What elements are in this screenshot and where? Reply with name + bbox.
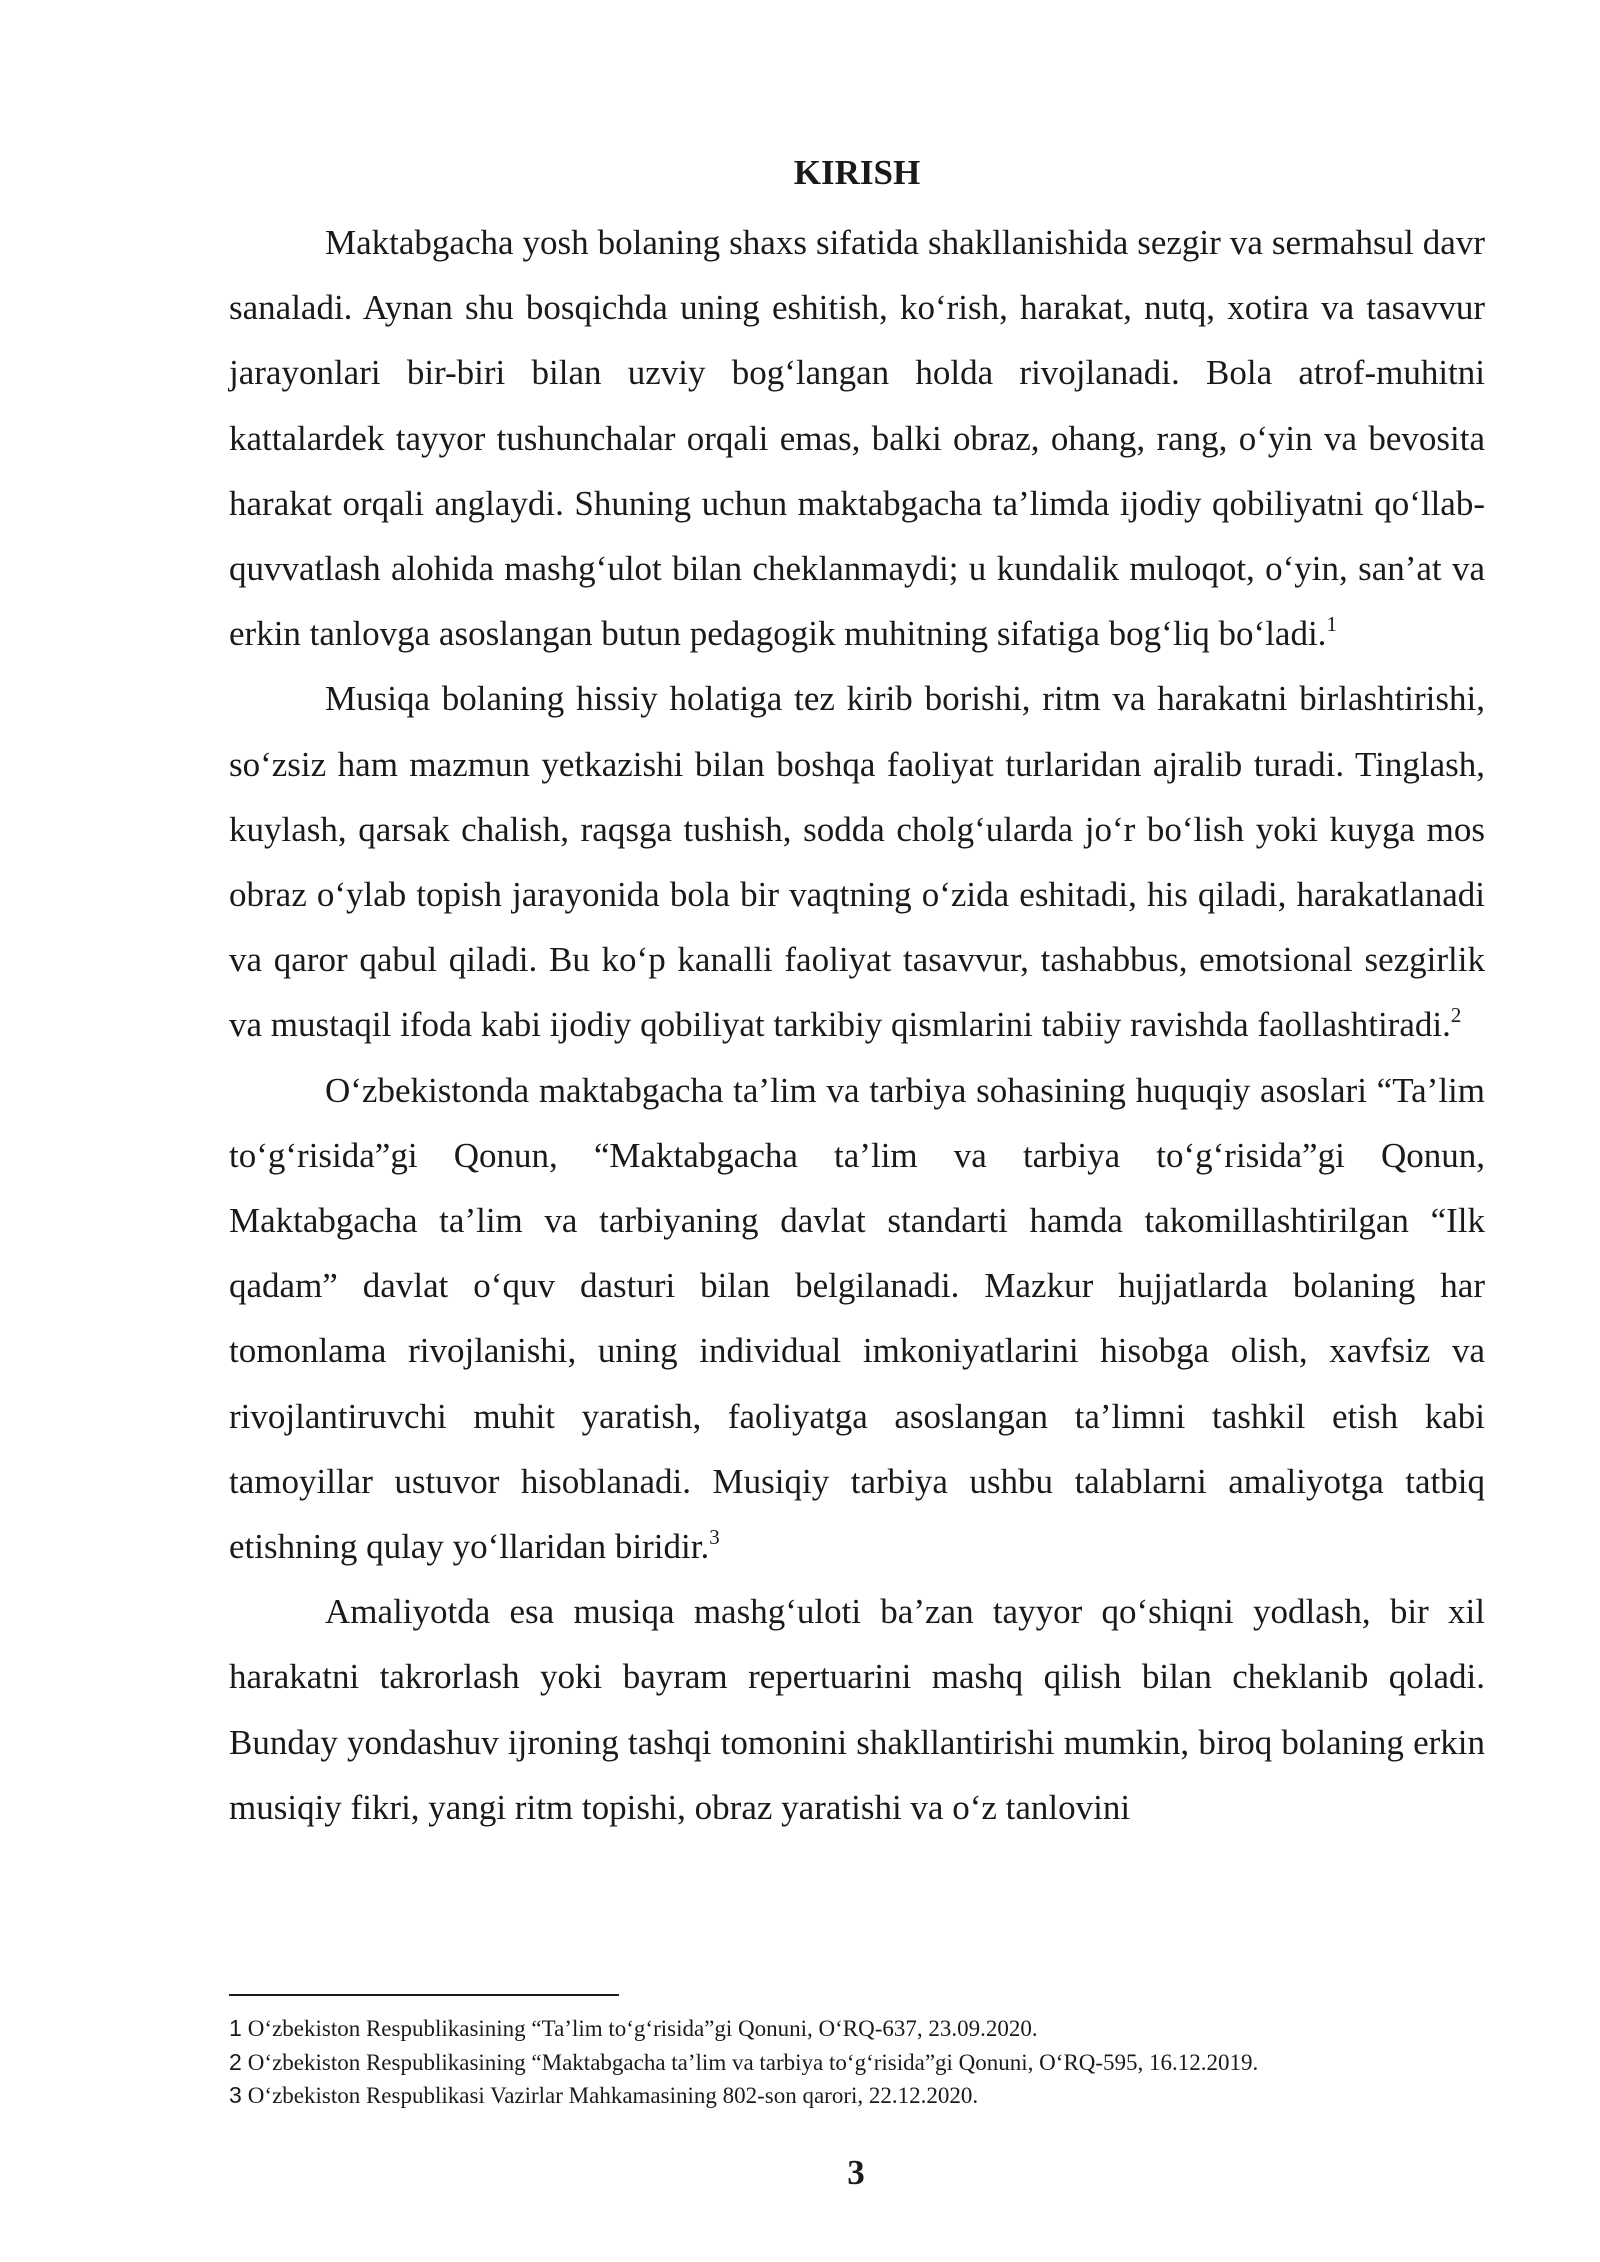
footnote-number: 3 xyxy=(229,2082,242,2108)
footnotes xyxy=(229,2012,1485,2113)
section-heading: KIRISH xyxy=(793,153,921,192)
paragraph-text: O‘zbekistonda maktabgacha ta’lim va tarbiya sohasining huquqiy asoslari “Ta’lim to‘g‘risida”gi Qonun, “Maktabgacha ta’lim va tarbiya to‘g‘risida”gi Qonun, Maktabgacha ta’lim va tarbiyaning davlat standarti hamda takomillashtirilgan “Ilk qadam” davlat o‘quv dasturi bilan belgilanadi. Mazkur hujjatlarda bolaning har tomonlama rivojlanishi, uning individual imkoniyatlarini hisobga olish, xavfsiz va rivojlantiruvchi muhit yaratish, faoliyatga asoslangan ta’limni tashkil etish kabi tamoyillar ustuvor hisoblanadi. Musiqiy tarbiya ushbu talablarni amaliyotga tatbiq etishning qulay yo‘llaridan biridir. xyxy=(229,1070,1485,1567)
paragraph-2 xyxy=(229,666,1485,1057)
footnote-marker: 3 xyxy=(709,1525,720,1550)
footnote-marker: 1 xyxy=(1326,612,1337,637)
footnote-number: 2 xyxy=(229,2048,242,2075)
page-number: 3 xyxy=(847,2153,865,2192)
footnote-text: O‘zbekiston Respublikasining “Maktabgacha ta’lim va tarbiya to‘g‘risida”gi Qonuni, O‘RQ-595, 16.12.2019. xyxy=(247,2049,1259,2075)
footnote-text: O‘zbekiston Respublikasining “Ta’lim to‘g‘risida”gi Qonuni, O‘RQ-637, 23.09.2020. xyxy=(247,2016,1038,2041)
paragraph-text: Amaliyotda esa musiqa mashg‘uloti ba’zan tayyor qo‘shiqni yodlash, bir xil harakatni takrorlash yoki bayram repertuarini mashq qilish bilan cheklanib qoladi. Bunday yondashuv ijroning tashqi tomonini shakllantirishi mumkin, biroq bolaning erkin musiqiy fikri, yangi ritm topishi, obraz yaratishi va o‘z tanlovini xyxy=(229,1592,1485,1827)
paragraph-text: Musiqa bolaning hissiy holatiga tez kirib borishi, ritm va harakatni birlashtirishi, so‘zsiz ham mazmun yetkazishi bilan boshqa faoliyat turlaridan ajralib turadi. Tinglash, kuylash, qarsak chalish, raqsga tushish, sodda cholg‘ularda jo‘r bo‘lish yoki kuyga mos obraz o‘ylab topish jarayonida bola bir vaqtning o‘zida eshitadi, his qiladi, harakatlanadi va qaror qabul qiladi. Bu ko‘p kanalli faoliyat tasavvur, tashabbus, emotsional sezgirlik va mustaqil ifoda kabi ijodiy qobiliyat tarkibiy qismlarini tabiiy ravishda faollashtiradi. xyxy=(229,679,1485,1045)
footnote-marker: 2 xyxy=(1450,1003,1462,1028)
footnote-2 xyxy=(229,2046,1485,2080)
paragraph-text: Maktabgacha yosh bolaning shaxs sifatida shakllanishida sezgir va sermahsul davr sanaladi. Aynan shu bosqichda uning eshitish, ko‘rish, harakat, nutq, xotira va tasavvur jarayonlari bir-biri bilan uzviy bog‘langan holda rivojlanadi. Bola atrof-muhitni kattalardek tayyor tushunchalar orqali emas, balki obraz, ohang, rang, o‘yin va bevosita harakat orqali anglaydi. Shuning uchun maktabgacha ta’limda ijodiy qobiliyatni qo‘llab-quvvatlash alohida mashg‘ulot bilan cheklanmaydi; u kundalik muloqot, o‘yin, san’at va erkin tanlovga asoslangan butun pedagogik muhitning sifatiga bog‘liq bo‘ladi. xyxy=(229,223,1485,654)
footnote-1 xyxy=(229,2012,1485,2046)
paragraph-3 xyxy=(229,1058,1485,1580)
paragraph-1 xyxy=(229,210,1485,666)
footnote-separator xyxy=(229,1994,619,1996)
footnote-number: 1 xyxy=(229,2015,242,2041)
footnote-3 xyxy=(229,2079,1485,2113)
body-text xyxy=(229,210,1485,1840)
paragraph-4 xyxy=(229,1579,1485,1840)
footnote-text: O‘zbekiston Respublikasi Vazirlar Mahkamasining 802-son qarori, 22.12.2020. xyxy=(247,2083,979,2108)
